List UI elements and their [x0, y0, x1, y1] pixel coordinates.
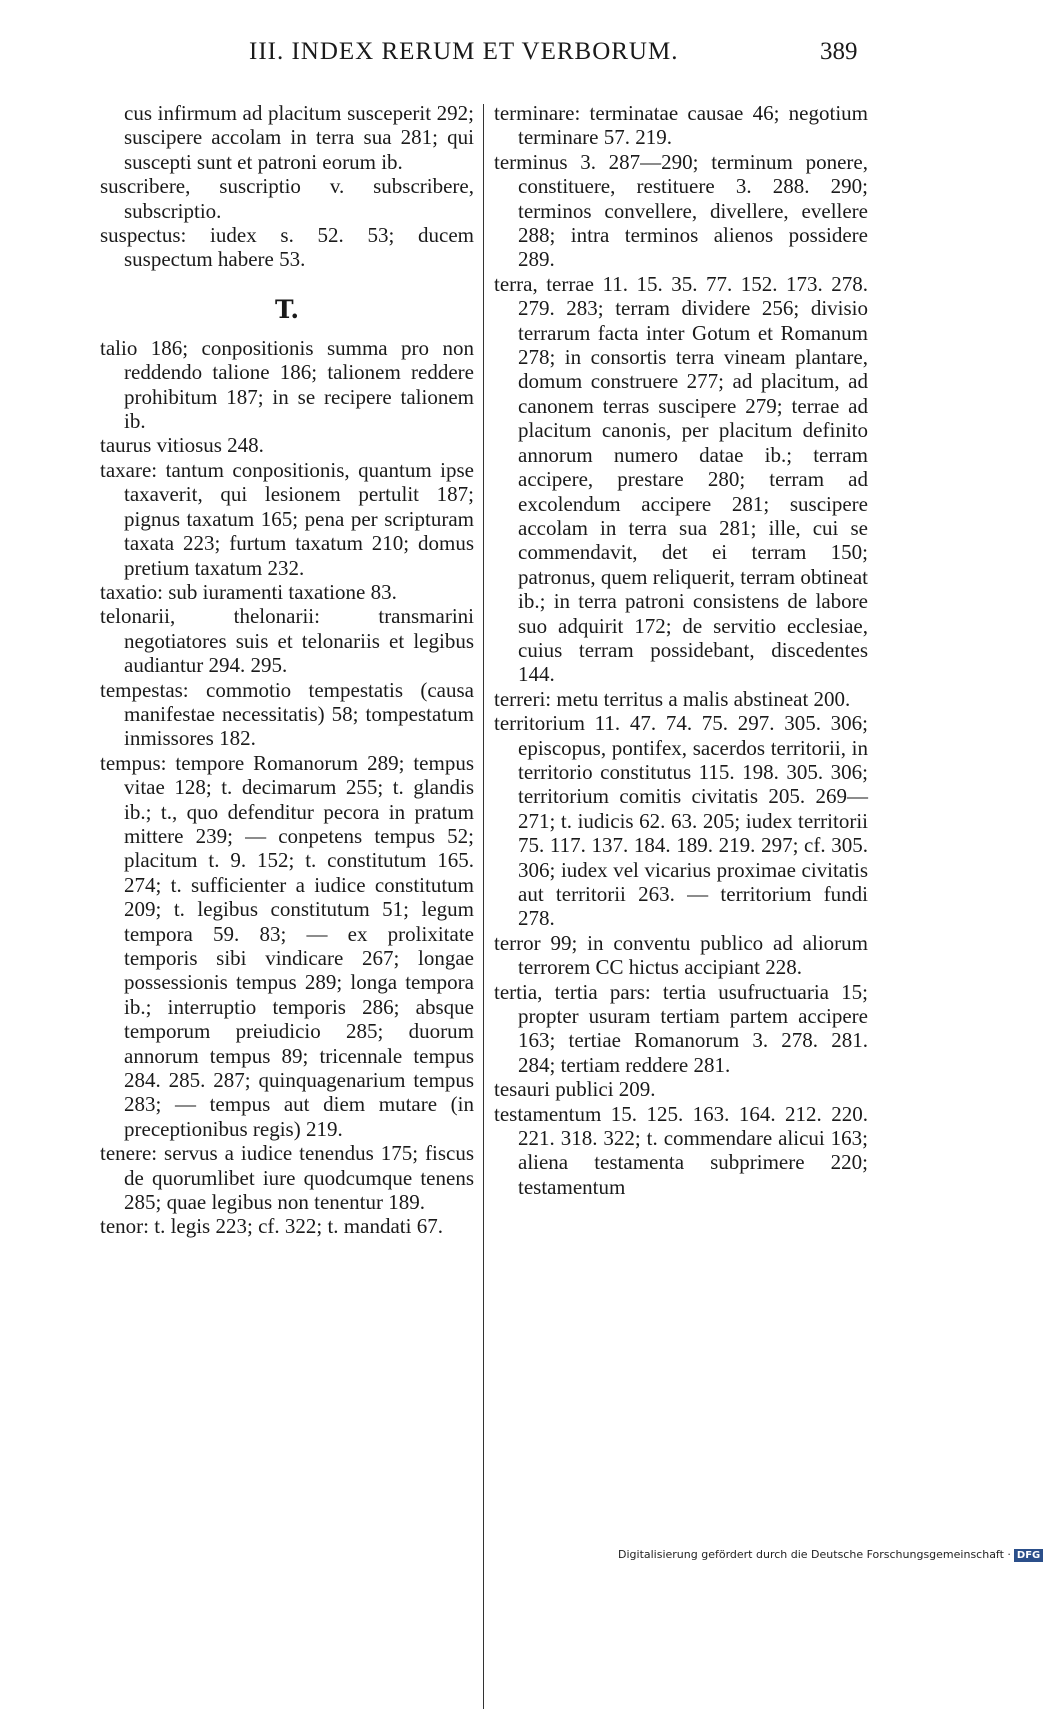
index-entry: taurus vitiosus 248.: [100, 433, 264, 458]
index-entry: territorium 11. 47. 74. 75. 297. 305. 306; episcopus, pontifex, sacerdos territorii, in territorio constitutus 115. 198. 305. 306; territorium comitis civitatis 205. 269—271; t. iudicis 62. 63. 205; iudex territorii 75. 117. 137. 184. 189. 219. 297; cf. 305. 306; iudex vel vicarius proximae civitatis aut territorii 263. — territorium fundi 278.: [494, 711, 868, 931]
index-entry: tesauri publici 209.: [494, 1077, 656, 1102]
column-divider: [483, 104, 484, 1709]
index-entry: testamentum 15. 125. 163. 164. 212. 220. 221. 318. 322; t. commendare alicui 163; aliena testamenta subprimere 220; testamentum: [494, 1101, 868, 1199]
index-entry: terreri: metu territus a malis abstineat 200.: [494, 686, 851, 711]
index-entry: suspectus: iudex s. 52. 53; ducem suspectum habere 53.: [100, 223, 474, 272]
index-entry: terminus 3. 287—290; terminum ponere, constituere, restituere 3. 288. 290; terminos convellere, divellere, evellere 288; intra terminos alienos possidere 289.: [494, 149, 868, 272]
page-number: 389: [820, 38, 858, 65]
index-entry: tempus: tempore Romanorum 289; tempus vitae 128; t. decimarum 255; t. glandis ib.; t., quo defenditur pecora in pratum mittere 239; — conpetens tempus 52; placitum t. 9. 152; t. constitutum 165. 274; t. sufficienter a iudice constitutum 209; t. legibus constitutum 51; legum tempora 59. 83; — ex prolixitate temporis sibi vindicare 267; longae possessionis tempus 289; longa tempora ib.; interruptio temporis 286; absque temporum preiudicio 285; duorum annorum tempus 89; tricennale tempus 284. 285. 287; quinquagenarium tempus 283; — tempus aut diem mutare (in preceptionibus regis) 219.: [100, 750, 474, 1141]
index-entry: telonarii, thelonarii: transmarini negotiatores suis et telonariis et legibus audiantur 294. 295.: [100, 604, 474, 678]
index-entry: terminare: terminatae causae 46; negotium terminare 57. 219.: [494, 101, 868, 150]
index-entry: suscribere, suscriptio v. subscribere, subscriptio.: [100, 174, 474, 223]
dfg-logo: DFG: [1014, 1549, 1043, 1562]
left-column: [100, 101, 474, 1239]
index-entry: terra, terrae 11. 15. 35. 77. 152. 173. 278. 279. 283; terram dividere 256; divisio terrarum facta inter Gotum et Romanum 278; in consortis terra vineam plantare, domum construere 277; ad placitum, ad canonem terras suscipere 279; terrae ad placitum canonis, per placitum definito annorum numero datae ib.; terram accipere, prestare 280; terram ad excolendum accipere 281; suscipere accolam in terra sua 281; ille, cui se commendavit, det ei terram 150; patronus, quem reliquerit, terram obtineat ib.; in terra patroni consistens de labore suo adquirit 172; de servitio ecclesiae, cuius terram possidebant, discedentes 144.: [494, 271, 868, 687]
running-header: [0, 38, 1000, 78]
index-entry: talio 186; conpositionis summa pro non reddendo talione 186; talionem reddere prohibitum 187; in se recipere talionem ib.: [100, 335, 474, 434]
index-entry: taxatio: sub iuramenti taxatione 83.: [100, 579, 397, 604]
index-entry: taxare: tantum conpositionis, quantum ipse taxaverit, qui lesionem pertulit 187; pignus taxatum 165; pena per scripturam taxata 223; furtum taxatum 210; domus pretium taxatum 232.: [100, 457, 474, 580]
right-column: [494, 101, 868, 1199]
digitization-footer: [618, 1548, 1041, 1566]
footer-text: Digitalisierung gefördert durch die Deutsche Forschungsgemeinschaft ·: [618, 1548, 1011, 1561]
index-entry: tenere: servus a iudice tenendus 175; fiscus de quorumlibet iure quodcumque tenens 285; quae legibus non tenentur 189.: [100, 1141, 474, 1215]
running-title: III. INDEX RERUM ET VERBORUM.: [249, 38, 679, 65]
index-entry: cus infirmum ad placitum susceperit 292; suscipere accolam in terra sua 281; qui suscepti sunt et patroni eorum ib.: [124, 101, 474, 174]
section-letter-heading: T.: [274, 294, 300, 324]
index-entry: tempestas: commotio tempestatis (causa manifestae necessitatis) 58; tompestatum inmissores 182.: [100, 677, 474, 751]
index-entry: tertia, tertia pars: tertia usufructuaria 15; propter usuram tertiam partem accipere 163; tertiae Romanorum 3. 278. 281. 284; tertiam reddere 281.: [494, 979, 868, 1077]
index-entry: terror 99; in conventu publico ad aliorum terrorem CC hictus accipiant 228.: [494, 930, 868, 980]
index-entry: tenor: t. legis 223; cf. 322; t. mandati 67.: [100, 1214, 443, 1239]
